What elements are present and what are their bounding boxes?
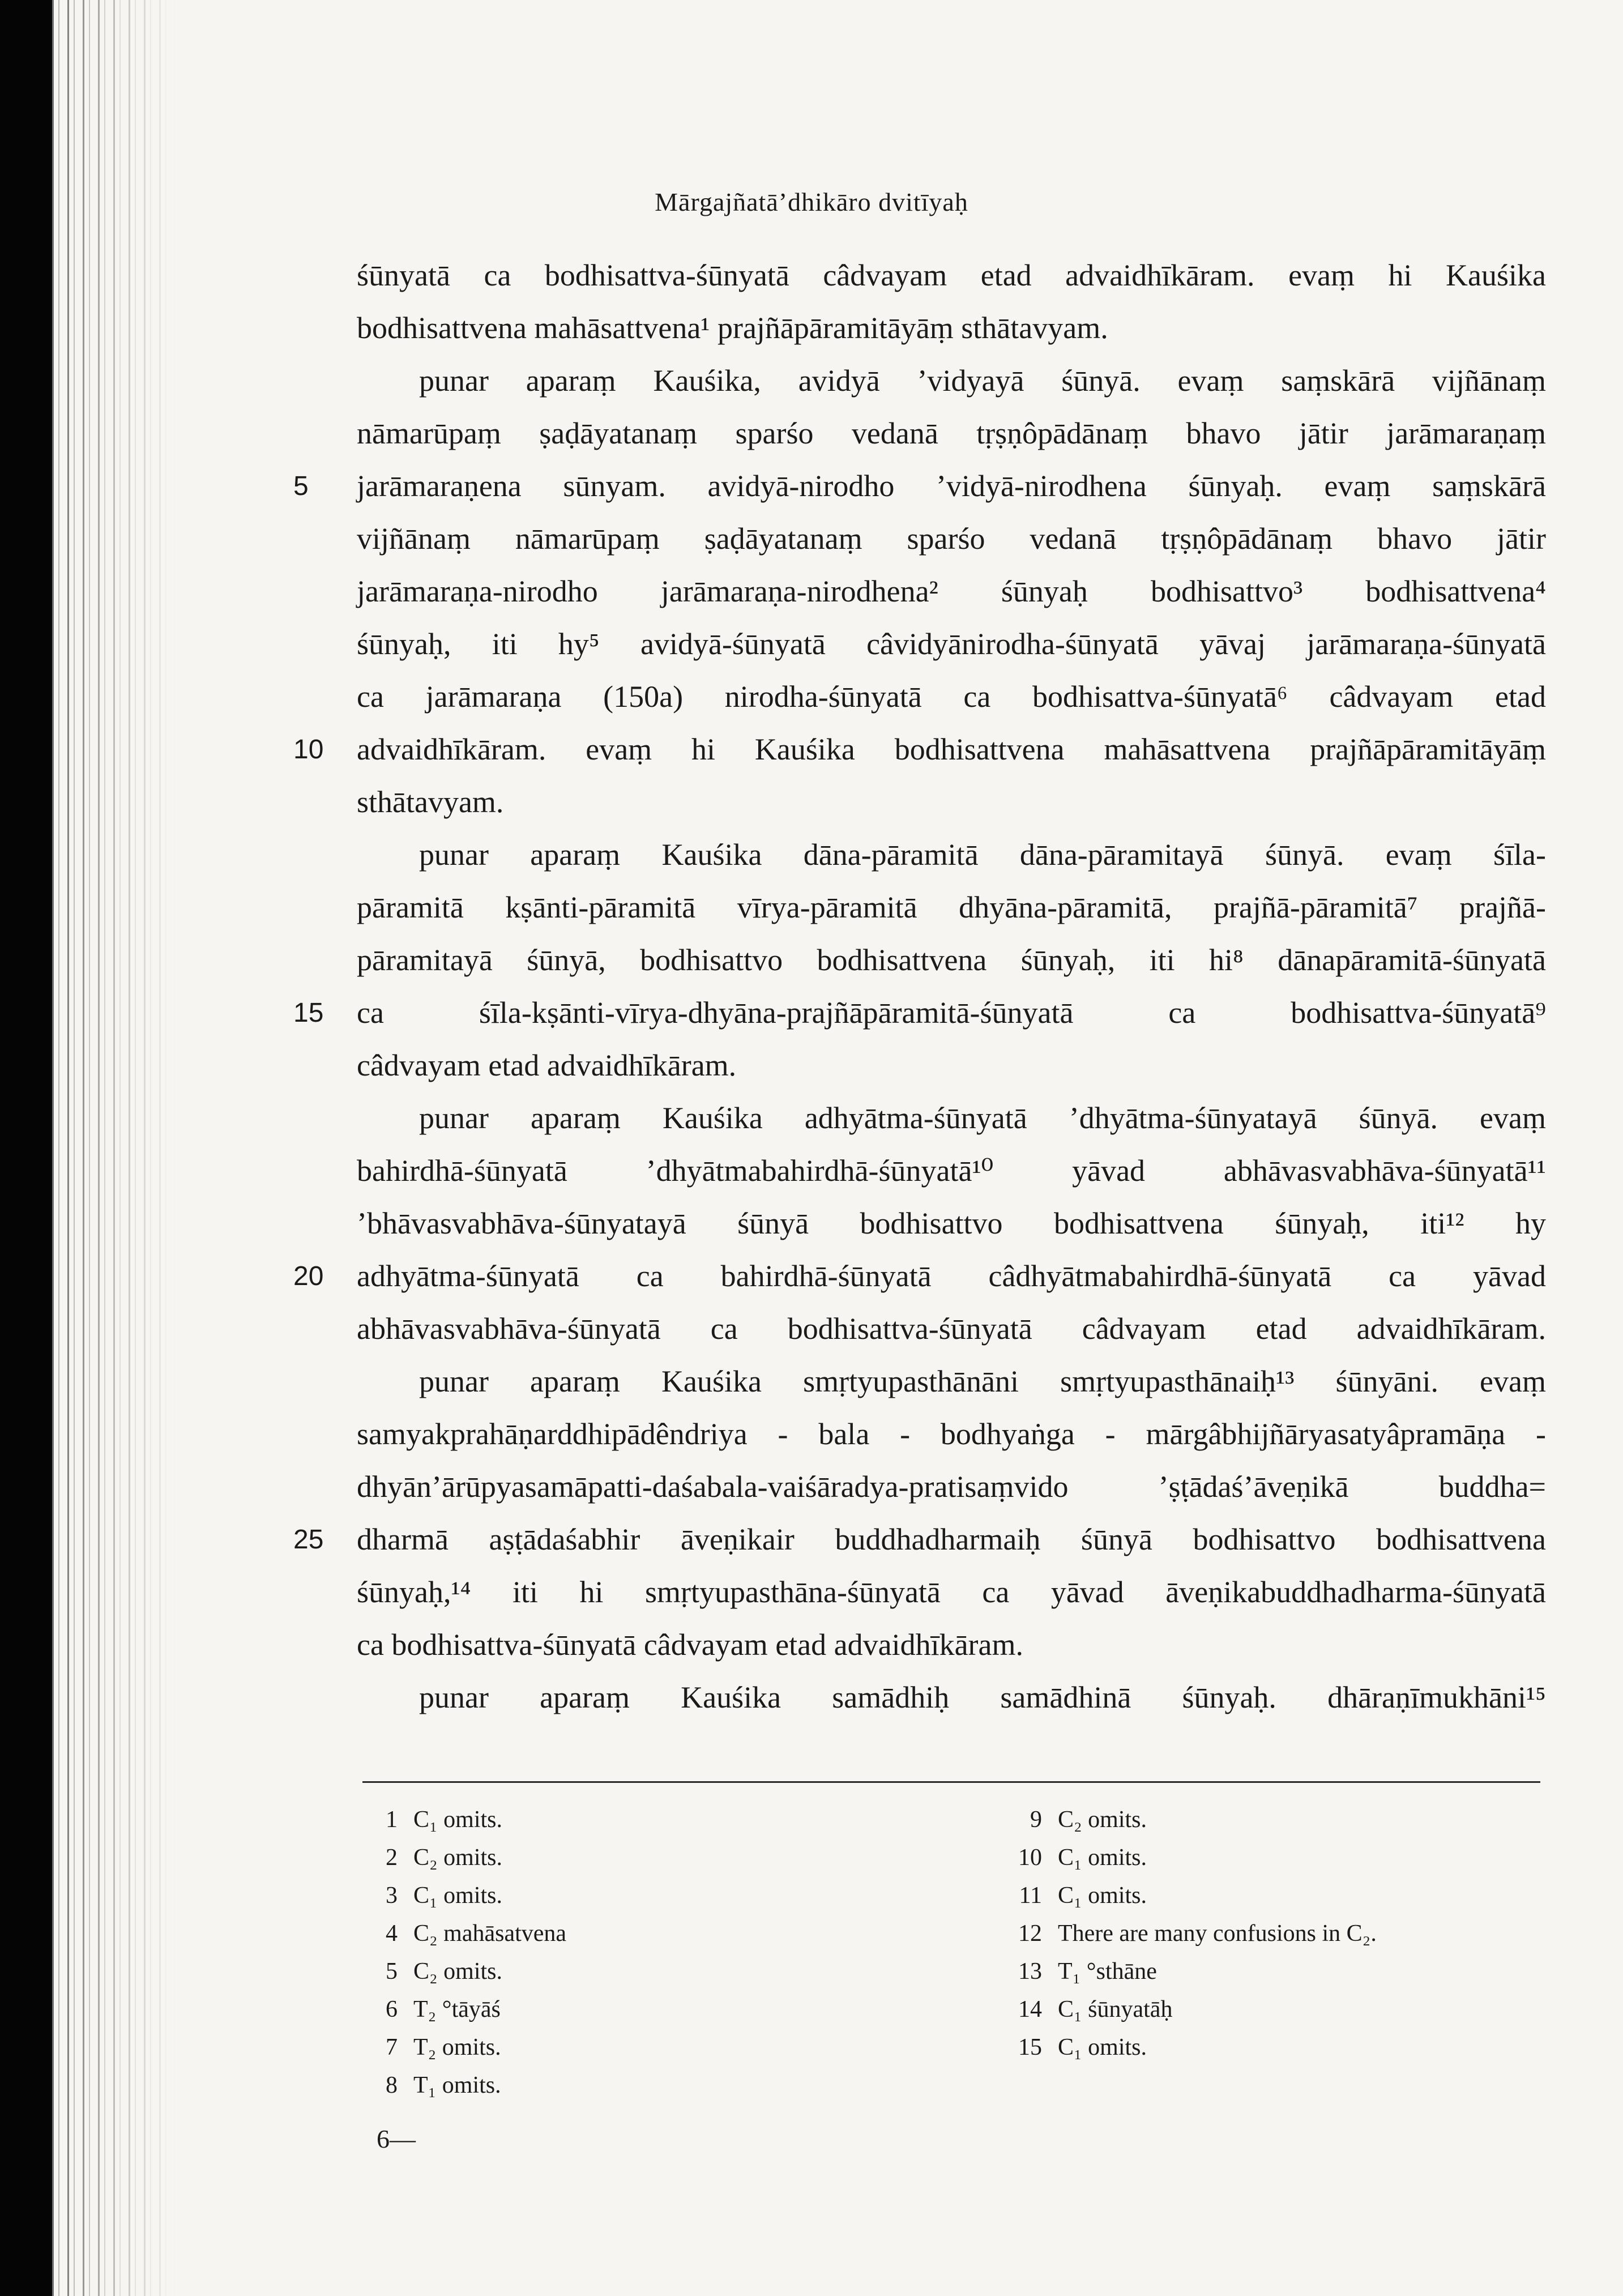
text-line (293, 987, 1546, 1039)
footnote (362, 1801, 566, 1839)
text-line (357, 1671, 1546, 1724)
footnotes-left-column (362, 1801, 566, 2105)
footnote-text: C₂ mahāsatvena (413, 1921, 567, 1947)
page-signature-mark: 6— (377, 2124, 416, 2153)
footnote (1007, 1801, 1377, 1839)
footnote-text: C₁ omits. (1058, 1883, 1147, 1909)
footnote-text: C₁ omits. (413, 1883, 503, 1909)
line-text: punar aparaṃ Kauśika, avidyā ’vidyayā śūnyā. evaṃ saṃskārā vijñānaṃ (419, 364, 1546, 398)
footnote-number: 13 (1018, 1958, 1042, 1985)
main-text (293, 249, 1546, 1724)
line-text: nāmarūpaṃ ṣaḍāyatanaṃ sparśo vedanā tṛṣṇôpādānaṃ bhavo jātir jarāmaraṇaṃ (357, 416, 1546, 450)
footnote (362, 1839, 566, 1877)
footnote-number: 4 (386, 1921, 398, 1947)
footnote-text: C₁ omits. (1058, 2034, 1147, 2060)
footnote-number: 2 (386, 1845, 398, 1871)
line-text: punar aparaṃ Kauśika dāna-pāramitā dāna-pāramitayā śūnyā. evaṃ śīla- (419, 838, 1546, 872)
footnote-text: C₂ omits. (413, 1958, 503, 1985)
line-text: śūnyatā ca bodhisattva-śūnyatā câdvayam etad advaidhīkāram. evaṃ hi Kauśika (357, 258, 1546, 292)
line-number: 20 (293, 1261, 324, 1291)
line-number: 25 (293, 1525, 324, 1555)
footnote-number: 14 (1018, 1996, 1042, 2022)
footnote (1007, 1839, 1377, 1877)
line-text: ca bodhisattva-śūnyatā câdvayam etad advaidhīkāram. (357, 1628, 1024, 1662)
line-text: pāramitā kṣānti-pāramitā vīrya-pāramitā dhyāna-pāramitā, prajñā-pāramitā⁷ prajñā- (357, 890, 1546, 924)
footnote (1007, 1991, 1377, 2029)
scan-edge-shadow (0, 0, 52, 2296)
footnote-number: 6 (386, 1996, 398, 2022)
text-line (357, 355, 1546, 407)
text-line (357, 1619, 1546, 1671)
footnote (362, 1877, 566, 1915)
text-line (357, 249, 1546, 302)
line-text: bodhisattvena mahāsattvena¹ prajñāpāramitāyāṃ sthātavyam. (357, 311, 1108, 345)
text-line (293, 723, 1546, 776)
footnote (1007, 2029, 1377, 2067)
footnote-number: 7 (386, 2034, 398, 2060)
text-line (357, 1408, 1546, 1461)
footnote (1007, 1915, 1377, 1953)
footnote (362, 2029, 566, 2067)
text-line (357, 513, 1546, 565)
footnote-number: 11 (1019, 1883, 1042, 1909)
text-line (357, 671, 1546, 723)
text-line (357, 829, 1546, 881)
footnote-text: T₁ omits. (413, 2072, 501, 2098)
line-text: bahirdhā-śūnyatā ’dhyātmabahirdhā-śūnyatā¹⁰ yāvad abhāvasvabhāva-śūnyatā¹¹ (357, 1154, 1546, 1188)
text-line (357, 618, 1546, 671)
text-line (357, 1355, 1546, 1408)
footnote-text: T₂ °tāyāś (413, 1996, 501, 2022)
footnote (1007, 1953, 1377, 1991)
line-text: samyakprahāṇarddhipādêndriya - bala - bodhyaṅga - mārgâbhijñāryasatyâpramāṇa - (357, 1417, 1546, 1451)
footnote-number: 8 (386, 2072, 398, 2098)
footnote-number: 10 (1018, 1845, 1042, 1871)
text-line (357, 1092, 1546, 1145)
text-line (357, 407, 1546, 460)
footnotes-right-column (1007, 1801, 1377, 2067)
footnote (362, 1953, 566, 1991)
footnote-text: T₂ omits. (413, 2034, 501, 2060)
footnote-text: C₂ omits. (413, 1845, 503, 1871)
line-text: punar aparaṃ Kauśika samādhiḥ samādhinā śūnyaḥ. dhāraṇīmukhāni¹⁵ (419, 1680, 1546, 1714)
line-text: ca śīla-kṣānti-vīrya-dhyāna-prajñāpāramitā-śūnyatā ca bodhisattva-śūnyatā⁹ (357, 996, 1546, 1030)
footnote-text: C₁ omits. (1058, 1845, 1147, 1871)
text-line (357, 776, 1546, 829)
running-head: Mārgajñatā’dhikāro dvitīyaḥ (655, 187, 968, 216)
footnote-number: 3 (386, 1883, 398, 1909)
text-line (357, 1039, 1546, 1092)
footnote-text: There are many confusions in C₂. (1058, 1921, 1377, 1947)
footnote-text: T₁ °sthāne (1058, 1958, 1157, 1985)
line-text: punar aparaṃ Kauśika adhyātma-śūnyatā ’dhyātma-śūnyatayā śūnyā. evaṃ (419, 1101, 1546, 1135)
line-text: vijñānaṃ nāmarūpaṃ ṣaḍāyatanaṃ sparśo vedanā tṛṣṇôpādānaṃ bhavo jātir (357, 522, 1546, 556)
line-text: jarāmaraṇa-nirodho jarāmaraṇa-nirodhena² śūnyaḥ bodhisattvo³ bodhisattvena⁴ (357, 574, 1546, 608)
line-text: pāramitayā śūnyā, bodhisattvo bodhisattvena śūnyaḥ, iti hi⁸ dānapāramitā-śūnyatā (357, 943, 1546, 977)
text-line (357, 302, 1546, 355)
text-line (357, 1566, 1546, 1619)
text-line (357, 1145, 1546, 1197)
line-text: śūnyaḥ, iti hy⁵ avidyā-śūnyatā câvidyānirodha-śūnyatā yāvaj jarāmaraṇa-śūnyatā (357, 627, 1546, 661)
footnote (1007, 1877, 1377, 1915)
footnote-text: C₁ śūnyatāḥ (1058, 1996, 1173, 2022)
footnote (362, 1915, 566, 1953)
text-line (357, 1303, 1546, 1355)
text-line (357, 1197, 1546, 1250)
footnote-text: C₁ omits. (413, 1807, 503, 1833)
footnote-number: 9 (1030, 1807, 1042, 1833)
footnote-number: 1 (386, 1807, 398, 1833)
line-text: advaidhīkāram. evaṃ hi Kauśika bodhisattvena mahāsattvena prajñāpāramitāyāṃ (357, 732, 1546, 766)
line-text: adhyātma-śūnyatā ca bahirdhā-śūnyatā câdhyātmabahirdhā-śūnyatā ca yāvad (357, 1259, 1546, 1293)
line-text: śūnyaḥ,¹⁴ iti hi smṛtyupasthāna-śūnyatā ca yāvad āveṇikabuddhadharma-śūnyatā (357, 1575, 1546, 1609)
text-line (293, 460, 1546, 513)
footnote-rule (362, 1781, 1540, 1783)
footnote-number: 5 (386, 1958, 398, 1985)
line-number: 5 (293, 471, 309, 501)
line-text: ca jarāmaraṇa (150a) nirodha-śūnyatā ca bodhisattva-śūnyatā⁶ câdvayam etad (357, 680, 1546, 714)
line-number: 10 (293, 735, 324, 765)
text-line (293, 1250, 1546, 1303)
line-text: dharmā aṣṭādaśabhir āveṇikair buddhadharmaiḥ śūnyā bodhisattvo bodhisattvena (357, 1522, 1546, 1556)
line-text: câdvayam etad advaidhīkāram. (357, 1048, 737, 1082)
line-number: 15 (293, 998, 324, 1028)
text-line (357, 934, 1546, 987)
text-line (357, 881, 1546, 934)
line-text: sthātavyam. (357, 785, 504, 819)
line-text: ’bhāvasvabhāva-śūnyatayā śūnyā bodhisattvo bodhisattvena śūnyaḥ, iti¹² hy (357, 1206, 1546, 1240)
text-line (357, 565, 1546, 618)
line-text: jarāmaraṇena sūnyam. avidyā-nirodho ’vidyā-nirodhena śūnyaḥ. evaṃ saṃskārā (357, 469, 1546, 503)
line-text: dhyān’ārūpyasamāpatti-daśabala-vaiśāradya-pratisaṃvido ’ṣṭādaś’āveṇikā buddha= (357, 1470, 1546, 1504)
text-line (293, 1513, 1546, 1566)
line-text: punar aparaṃ Kauśika smṛtyupasthānāni smṛtyupasthānaiḥ¹³ śūnyāni. evaṃ (419, 1364, 1546, 1398)
footnote-number: 15 (1018, 2034, 1042, 2060)
footnote (362, 2067, 566, 2105)
footnote-number: 12 (1018, 1921, 1042, 1947)
scan-edge-streaks (52, 0, 177, 2296)
text-line (357, 1461, 1546, 1513)
footnote-text: C₂ omits. (1058, 1807, 1147, 1833)
line-text: abhāvasvabhāva-śūnyatā ca bodhisattva-śūnyatā câdvayam etad advaidhīkāram. (357, 1312, 1546, 1346)
footnote (362, 1991, 566, 2029)
